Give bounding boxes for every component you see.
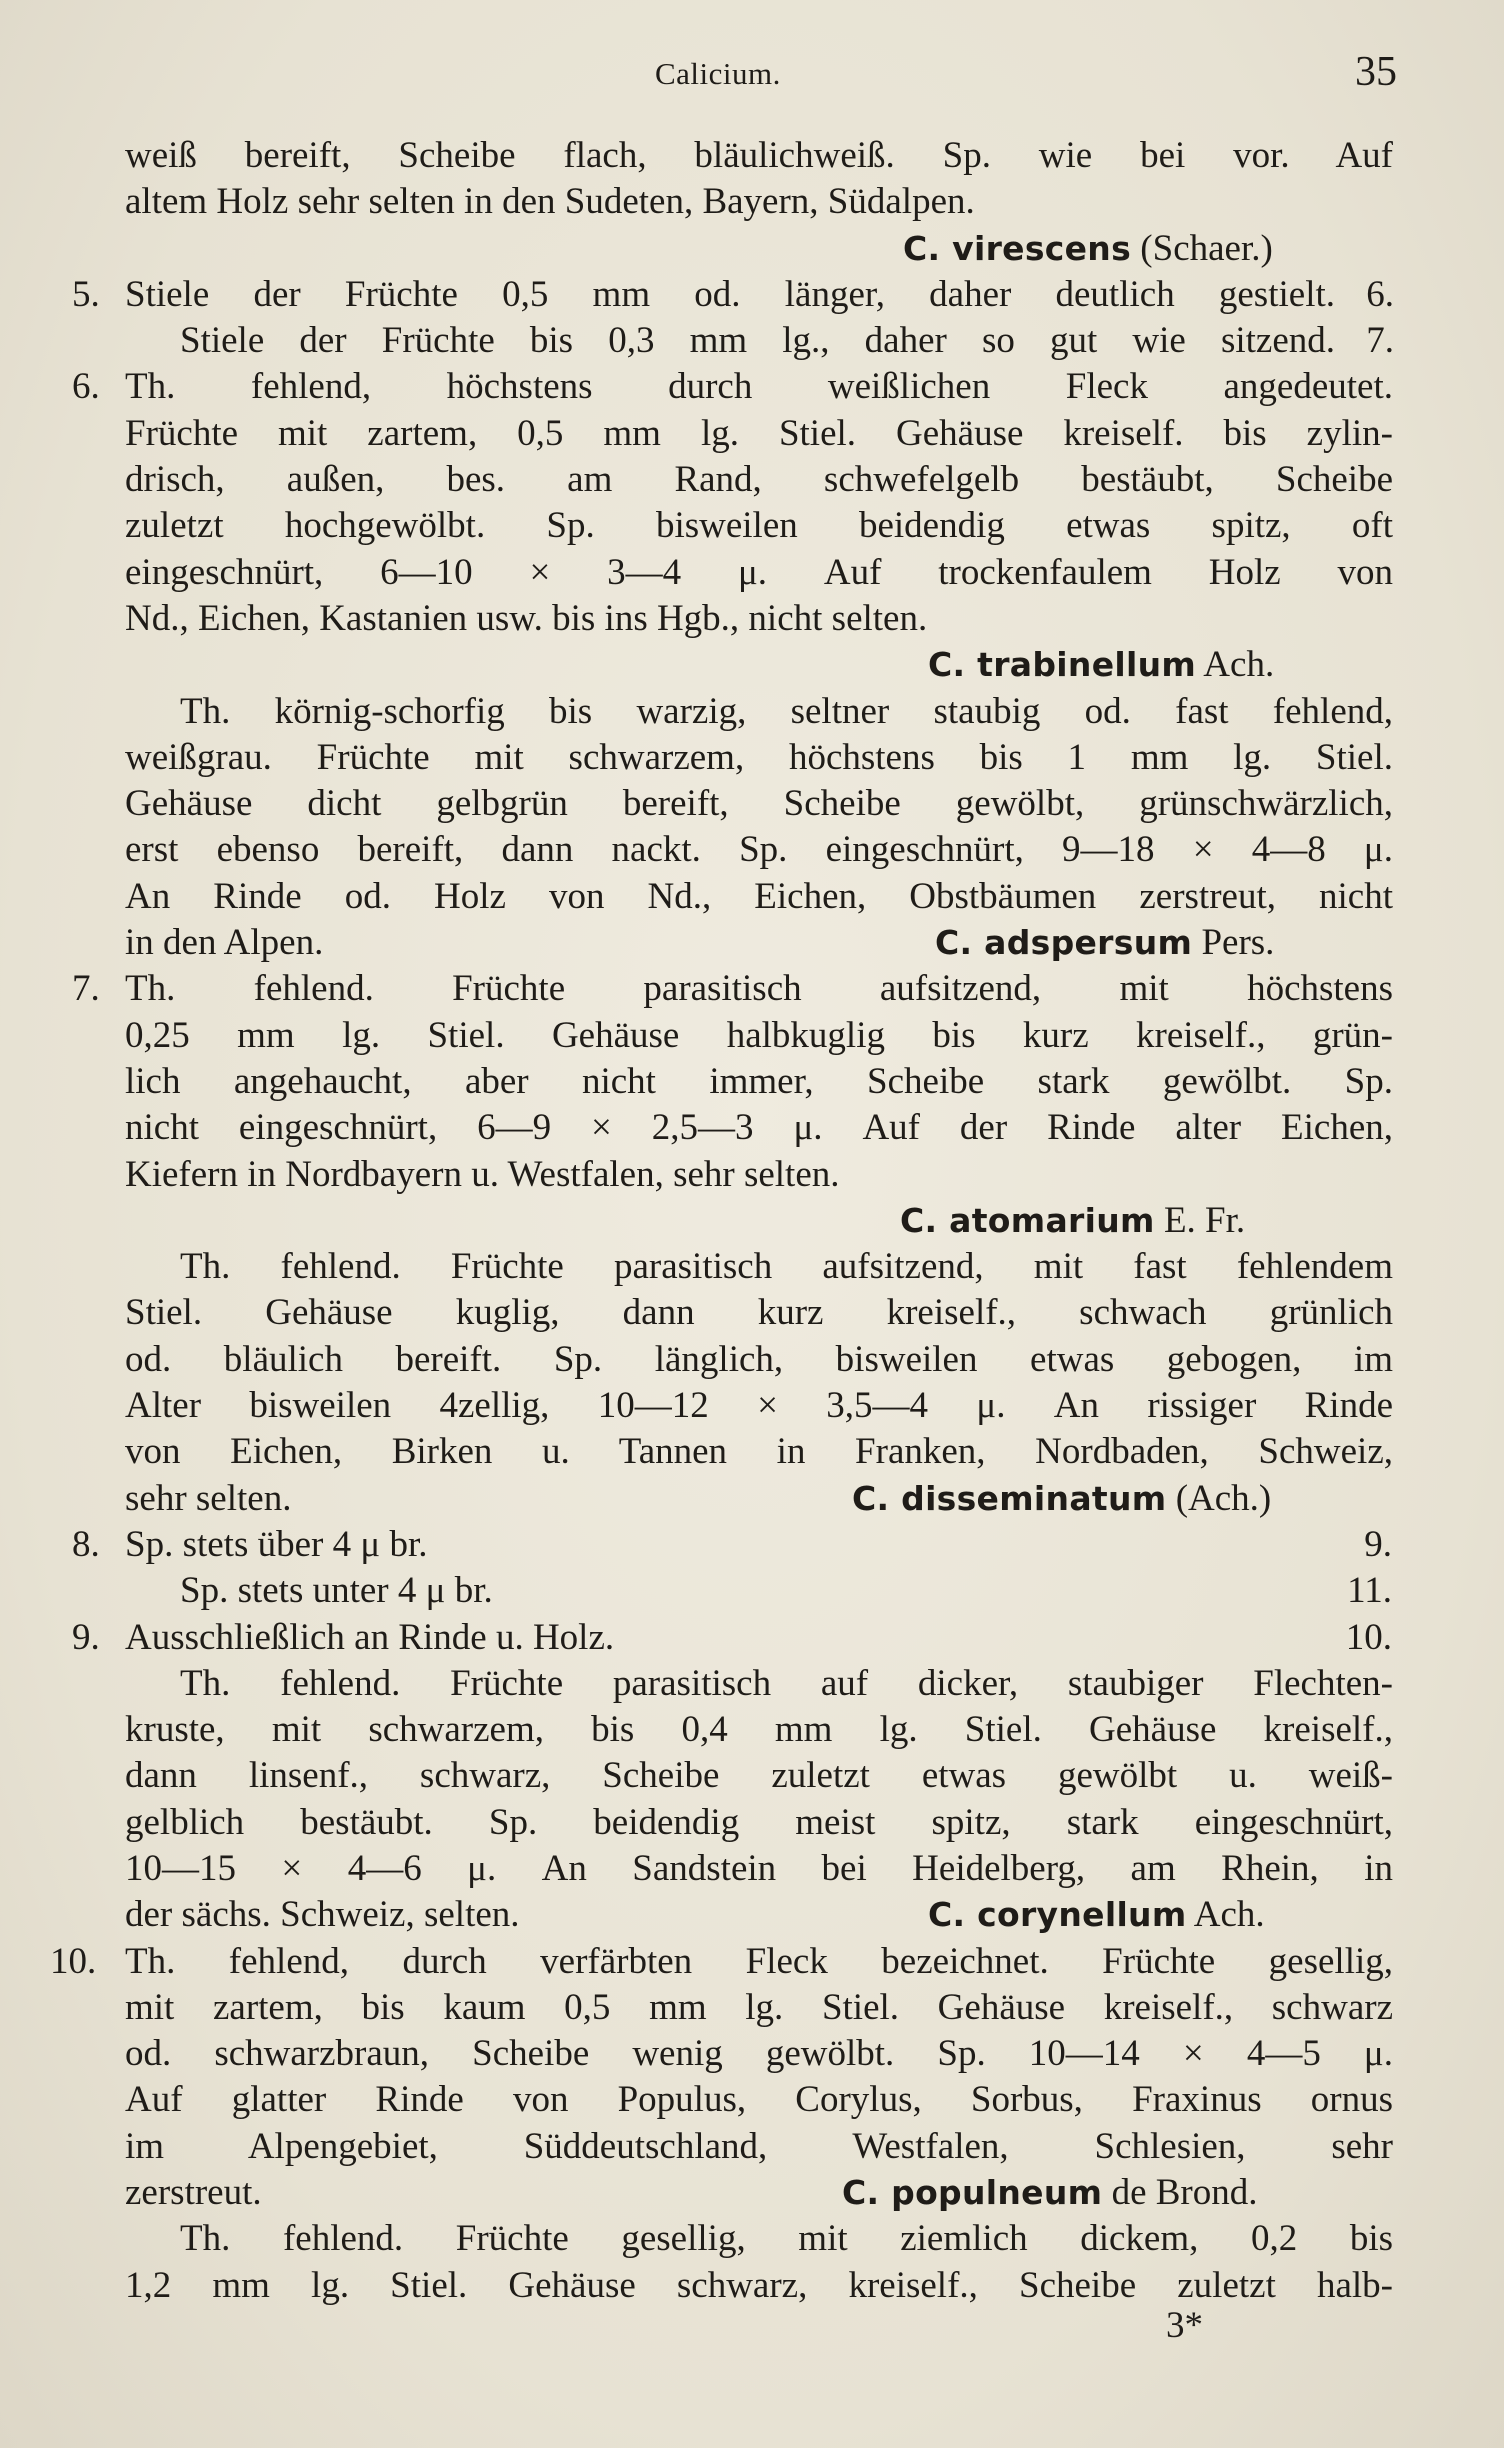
line-text: Früchte mit zartem, 0,5 mm lg. Stiel. Gehäuse kreiself. bis zylin-	[125, 412, 1393, 454]
species-name	[928, 1892, 1265, 1938]
text-line	[0, 1383, 1504, 1429]
text-line	[0, 2263, 1504, 2309]
line-text: Ausschließlich an Rinde u. Holz.	[125, 1616, 615, 1658]
text-line	[0, 1707, 1504, 1753]
running-head: Calicium.	[655, 56, 781, 91]
line-text: od. schwarzbraun, Scheibe wenig gewölbt. Sp. 10—14 × 4—5 μ.	[125, 2033, 1393, 2075]
couplet-number: 6.	[72, 366, 100, 408]
key-text	[0, 133, 1504, 2309]
line-text: weißgrau. Früchte mit schwarzem, höchstens bis 1 mm lg. Stiel.	[125, 736, 1393, 778]
couplet-number: 7.	[72, 968, 100, 1010]
species-name	[852, 1476, 1271, 1522]
species-authority: Ach.	[1203, 644, 1275, 686]
couplet-target: 9.	[1364, 1523, 1392, 1565]
text-line	[0, 596, 1504, 642]
species-binomial: C. virescens	[903, 228, 1132, 268]
text-line	[0, 2031, 1504, 2077]
species-line	[0, 642, 1504, 688]
text-line	[0, 2077, 1504, 2123]
line-text: kruste, mit schwarzem, bis 0,4 mm lg. Stiel. Gehäuse kreiself.,	[125, 1709, 1393, 1751]
key-couplet-line	[0, 1568, 1504, 1614]
text-line	[0, 2216, 1504, 2262]
text-line	[0, 1013, 1504, 1059]
line-text: 1,2 mm lg. Stiel. Gehäuse schwarz, kreiself., Scheibe zuletzt halb-	[125, 2264, 1393, 2306]
key-couplet-line	[0, 318, 1504, 364]
species-authority: de Brond.	[1111, 2172, 1258, 2214]
text-line	[0, 1661, 1504, 1707]
line-text: dann linsenf., schwarz, Scheibe zuletzt etwas gewölbt u. weiß-	[125, 1755, 1393, 1797]
line-text: 0,25 mm lg. Stiel. Gehäuse halbkuglig bis kurz kreiself., grün-	[125, 1014, 1393, 1056]
couplet-number: 9.	[72, 1616, 100, 1658]
text-line	[0, 1105, 1504, 1151]
line-text: gelblich bestäubt. Sp. beidendig meist spitz, stark eingeschnürt,	[125, 1801, 1393, 1843]
species-line	[0, 1198, 1504, 1244]
text-line	[0, 1985, 1504, 2031]
text-line	[0, 1337, 1504, 1383]
text-line	[0, 550, 1504, 596]
line-text: Th. fehlend. Früchte parasitisch aufsitzend, mit fast fehlendem	[180, 1246, 1393, 1288]
line-text: Th. fehlend. Früchte parasitisch aufsitzend, mit höchstens	[125, 968, 1393, 1010]
couplet-target: 10.	[1345, 1616, 1392, 1658]
line-text: Th. fehlend, durch verfärbten Fleck bezeichnet. Früchte gesellig,	[125, 1940, 1393, 1982]
text-line	[0, 503, 1504, 549]
line-text: Alter bisweilen 4zellig, 10—12 × 3,5—4 μ. An rissiger Rinde	[125, 1385, 1393, 1427]
line-text: im Alpengebiet, Süddeutschland, Westfalen, Schlesien, sehr	[125, 2125, 1393, 2167]
line-text: von Eichen, Birken u. Tannen in Franken, Nordbaden, Schweiz,	[125, 1431, 1393, 1473]
couplet-target: 11.	[1347, 1570, 1392, 1612]
couplet-target: 6.	[1366, 273, 1394, 315]
line-text: altem Holz sehr selten in den Sudeten, Bayern, Südalpen.	[125, 181, 975, 223]
couplet-target: 7.	[1366, 320, 1394, 362]
text-line	[0, 1244, 1504, 1290]
line-text: Th. körnig-schorfig bis warzig, seltner staubig od. fast fehlend,	[180, 690, 1393, 732]
species-line	[0, 1892, 1504, 1938]
line-text: der sächs. Schweiz, selten.	[125, 1894, 520, 1936]
species-name	[842, 2170, 1258, 2216]
line-text: Th. fehlend. Früchte parasitisch auf dicker, staubiger Flechten-	[180, 1662, 1393, 1704]
key-couplet-line	[0, 1615, 1504, 1661]
couplet-number: 10.	[50, 1940, 97, 1982]
key-couplet-line	[0, 272, 1504, 318]
species-binomial: C. disseminatum	[852, 1478, 1167, 1518]
line-text: Th. fehlend. Früchte gesellig, mit ziemlich dickem, 0,2 bis	[180, 2218, 1393, 2260]
species-name	[903, 226, 1273, 272]
line-text: drisch, außen, bes. am Rand, schwefelgelb bestäubt, Scheibe	[125, 459, 1393, 501]
text-line	[0, 827, 1504, 873]
text-line	[0, 2124, 1504, 2170]
line-text: Kiefern in Nordbayern u. Westfalen, sehr selten.	[125, 1153, 840, 1195]
line-text: Nd., Eichen, Kastanien usw. bis ins Hgb., nicht selten.	[125, 597, 928, 639]
species-authority: Ach.	[1193, 1894, 1265, 1936]
text-line	[0, 179, 1504, 225]
text-line	[0, 781, 1504, 827]
line-text: Stiele der Früchte 0,5 mm od. länger, daher deutlich gestielt.	[125, 273, 1335, 315]
line-text: od. bläulich bereift. Sp. länglich, bisweilen etwas gebogen, im	[125, 1338, 1393, 1380]
line-text: An Rinde od. Holz von Nd., Eichen, Obstbäumen zerstreut, nicht	[125, 875, 1393, 917]
species-authority: (Schaer.)	[1140, 227, 1273, 269]
species-binomial: C. adspersum	[935, 923, 1193, 963]
text-line	[0, 1753, 1504, 1799]
text-line	[0, 874, 1504, 920]
line-text: sehr selten.	[125, 1477, 292, 1519]
species-binomial: C. corynellum	[928, 1895, 1187, 1935]
species-name	[935, 920, 1274, 966]
signature-mark: 3*	[1166, 2305, 1203, 2346]
key-couplet-line	[0, 364, 1504, 410]
species-line	[0, 226, 1504, 272]
key-couplet-line	[0, 1522, 1504, 1568]
line-text: mit zartem, bis kaum 0,5 mm lg. Stiel. Gehäuse kreiself., schwarz	[125, 1986, 1393, 2028]
line-text: Stiel. Gehäuse kuglig, dann kurz kreiself., schwach grünlich	[125, 1292, 1393, 1334]
couplet-number: 5.	[72, 273, 100, 315]
species-line	[0, 2170, 1504, 2216]
text-line	[0, 411, 1504, 457]
couplet-number: 8.	[72, 1523, 100, 1565]
text-line	[0, 1152, 1504, 1198]
species-authority: Pers.	[1201, 922, 1275, 964]
line-text: Sp. stets unter 4 μ br.	[180, 1570, 493, 1612]
line-text: weiß bereift, Scheibe flach, bläulichweiß. Sp. wie bei vor. Auf	[125, 135, 1393, 176]
text-line	[0, 1800, 1504, 1846]
text-line	[0, 1059, 1504, 1105]
line-text: eingeschnürt, 6—10 × 3—4 μ. Auf trockenfaulem Holz von	[125, 551, 1393, 593]
species-binomial: C. trabinellum	[928, 645, 1197, 685]
species-binomial: C. atomarium	[900, 1200, 1155, 1240]
line-text: Stiele der Früchte bis 0,3 mm lg., daher so gut wie sitzend.	[180, 320, 1335, 362]
line-text: erst ebenso bereift, dann nackt. Sp. eingeschnürt, 9—18 × 4—8 μ.	[125, 829, 1393, 871]
line-text: Sp. stets über 4 μ br.	[125, 1523, 428, 1565]
line-text: lich angehaucht, aber nicht immer, Scheibe stark gewölbt. Sp.	[125, 1060, 1393, 1102]
text-line	[0, 689, 1504, 735]
species-binomial: C. populneum	[842, 2173, 1103, 2213]
text-line	[0, 735, 1504, 781]
key-couplet-line	[0, 966, 1504, 1012]
text-line	[0, 133, 1504, 179]
key-couplet-line	[0, 1939, 1504, 1985]
species-line	[0, 920, 1504, 966]
text-line	[0, 1846, 1504, 1892]
line-text: Th. fehlend, höchstens durch weißlichen Fleck angedeutet.	[125, 366, 1393, 408]
species-authority: E. Fr.	[1163, 1199, 1246, 1241]
text-line	[0, 457, 1504, 503]
line-text: nicht eingeschnürt, 6—9 × 2,5—3 μ. Auf der Rinde alter Eichen,	[125, 1107, 1393, 1149]
text-line	[0, 1429, 1504, 1475]
species-name	[928, 642, 1274, 688]
line-text: 10—15 × 4—6 μ. An Sandstein bei Heidelberg, am Rhein, in	[125, 1847, 1393, 1889]
line-text: Gehäuse dicht gelbgrün bereift, Scheibe gewölbt, grünschwärzlich,	[125, 783, 1393, 825]
line-text: zuletzt hochgewölbt. Sp. bisweilen beidendig etwas spitz, oft	[125, 505, 1393, 547]
species-authority: (Ach.)	[1175, 1477, 1272, 1519]
page-header	[0, 48, 1504, 108]
species-name	[900, 1198, 1245, 1244]
species-line	[0, 1476, 1504, 1522]
text-line	[0, 1290, 1504, 1336]
line-text: Auf glatter Rinde von Populus, Corylus, Sorbus, Fraxinus ornus	[125, 2079, 1393, 2121]
line-text: zerstreut.	[125, 2172, 262, 2214]
page-number: 35	[1355, 49, 1397, 95]
line-text: in den Alpen.	[125, 922, 324, 964]
